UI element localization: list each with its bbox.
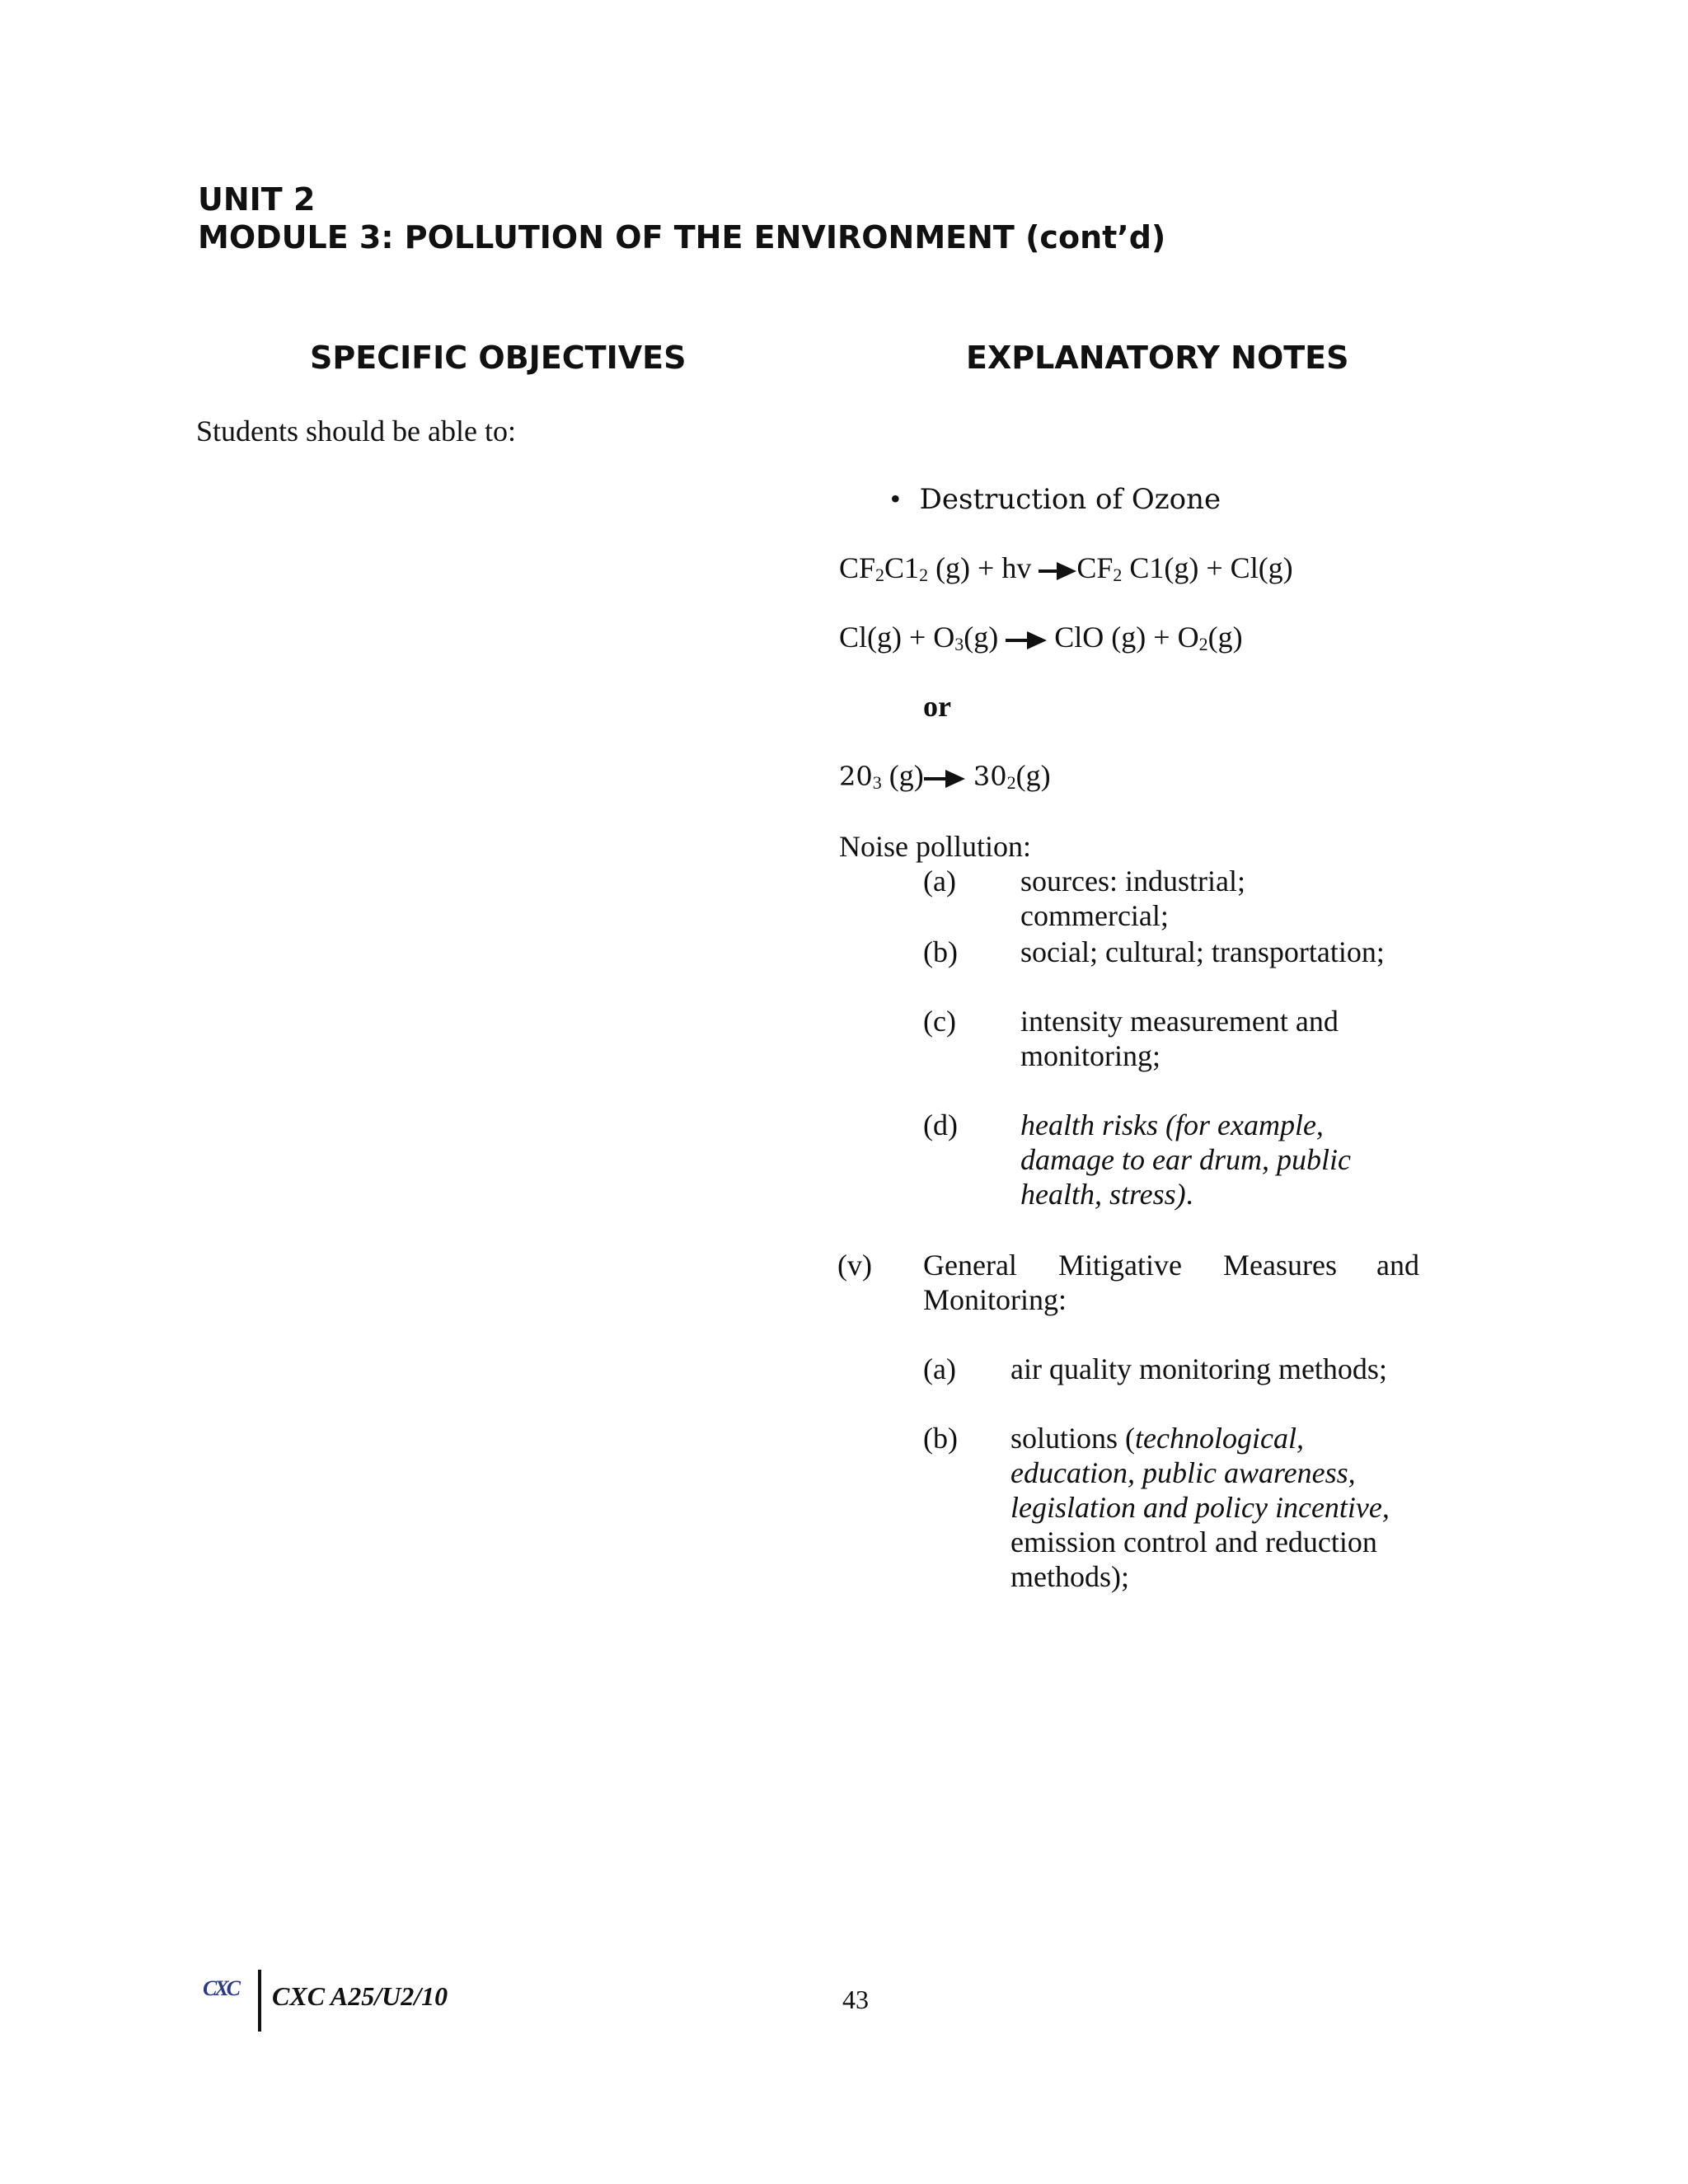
- cxc-logo: CXC: [203, 1976, 239, 2000]
- bullet-symbol: •: [890, 482, 901, 515]
- reaction-arrow-icon: [1006, 630, 1047, 651]
- equation-2: [839, 620, 1243, 655]
- noise-item-d-trail: .: [1185, 1178, 1193, 1211]
- eq1-part-d: CF: [1076, 551, 1114, 584]
- eq2-part-a: Cl(g) + O: [839, 621, 955, 654]
- noise-item-c-label: (c): [923, 1005, 956, 1038]
- or-connector: or: [923, 690, 951, 723]
- eq1-part-b: C1: [884, 551, 920, 584]
- section-v-word-2: Mitigative: [1058, 1249, 1182, 1282]
- eq2-sub-1: 3: [954, 634, 964, 654]
- eq2-part-b: (g): [964, 621, 1006, 654]
- noise-item-a-line-1: sources: industrial;: [1020, 865, 1245, 898]
- eq1-sub-2: 2: [919, 565, 929, 585]
- eq1-sub-1: 2: [875, 565, 885, 585]
- noise-item-a-line-2: commercial;: [1020, 899, 1169, 932]
- bullet-point: [890, 481, 1221, 517]
- mitigation-item-b-line-1: [1010, 1421, 1304, 1455]
- noise-item-b-label: (b): [923, 935, 958, 968]
- mitigation-item-b-line-4: emission control and reduction: [1010, 1526, 1377, 1558]
- specific-objectives-heading: SPECIFIC OBJECTIVES: [310, 340, 687, 376]
- noise-item-a-label: (a): [923, 865, 956, 898]
- equation-1: [839, 551, 1293, 586]
- eq3-sub-2: 2: [1006, 772, 1016, 793]
- page-number: 43: [842, 1985, 869, 2014]
- eq3-sub-1: 3: [872, 772, 882, 793]
- objectives-intro: Students should be able to:: [196, 415, 516, 448]
- noise-item-b-line-1: social; cultural; transportation;: [1020, 935, 1385, 968]
- noise-item-d-line-1: health risks (for example,: [1020, 1108, 1324, 1141]
- eq1-part-a: CF: [839, 551, 876, 584]
- unit-heading: UNIT 2: [198, 181, 316, 218]
- mitigation-item-b-line-5: methods);: [1010, 1560, 1129, 1593]
- section-v-word-3: Measures: [1223, 1249, 1337, 1282]
- section-v-word-4: and: [1376, 1249, 1419, 1282]
- section-v-label: (v): [837, 1249, 872, 1282]
- eq3-part-a: 20: [839, 761, 873, 792]
- explanatory-notes-heading: EXPLANATORY NOTES: [966, 340, 1349, 376]
- footer-divider: [258, 1970, 261, 2032]
- reaction-arrow-icon: [1039, 560, 1076, 582]
- document-code: CXC A25/U2/10: [272, 1981, 448, 2011]
- mitigation-item-b-line-1-ital: technological,: [1135, 1422, 1304, 1455]
- mitigation-item-b-line-2: education, public awareness,: [1010, 1456, 1356, 1489]
- mitigation-item-b-label: (b): [923, 1422, 958, 1455]
- eq1-sub-3: 2: [1113, 565, 1123, 585]
- eq2-part-c: ClO (g) + O: [1047, 621, 1199, 654]
- eq1-part-e: C1(g) + Cl(g): [1122, 551, 1293, 584]
- eq3-part-b: (g): [881, 759, 924, 792]
- noise-item-c-line-1: intensity measurement and: [1020, 1005, 1339, 1038]
- eq1-part-c: (g) + hv: [928, 551, 1039, 584]
- eq3-part-d: (g): [1015, 759, 1051, 792]
- reaction-arrow-icon: [924, 768, 965, 790]
- bullet-text: Destruction of Ozone: [919, 483, 1221, 516]
- mitigation-item-b-line-1-pre: solutions (: [1010, 1422, 1136, 1455]
- equation-3: [839, 758, 1051, 794]
- mitigation-item-a-label: (a): [923, 1352, 956, 1385]
- noise-item-d-line-2: damage to ear drum, public: [1020, 1143, 1351, 1176]
- mitigation-item-b-line-3: legislation and policy incentive,: [1010, 1491, 1390, 1524]
- eq2-sub-2: 2: [1198, 634, 1208, 654]
- noise-item-d-line-3-text: health, stress): [1020, 1178, 1186, 1211]
- noise-item-d-line-3: [1020, 1177, 1193, 1212]
- eq2-part-d: (g): [1207, 621, 1243, 654]
- section-v-line-2: Monitoring:: [923, 1283, 1067, 1316]
- noise-pollution-title: Noise pollution:: [839, 830, 1031, 863]
- section-v-word-1: General: [923, 1249, 1017, 1282]
- eq3-part-c: 30: [964, 761, 1007, 792]
- module-heading: MODULE 3: POLLUTION OF THE ENVIRONMENT (cont’d): [198, 219, 1166, 255]
- mitigation-item-a-text: air quality monitoring methods;: [1010, 1352, 1387, 1385]
- noise-item-c-line-2: monitoring;: [1020, 1039, 1160, 1072]
- noise-item-d-label: (d): [923, 1108, 958, 1141]
